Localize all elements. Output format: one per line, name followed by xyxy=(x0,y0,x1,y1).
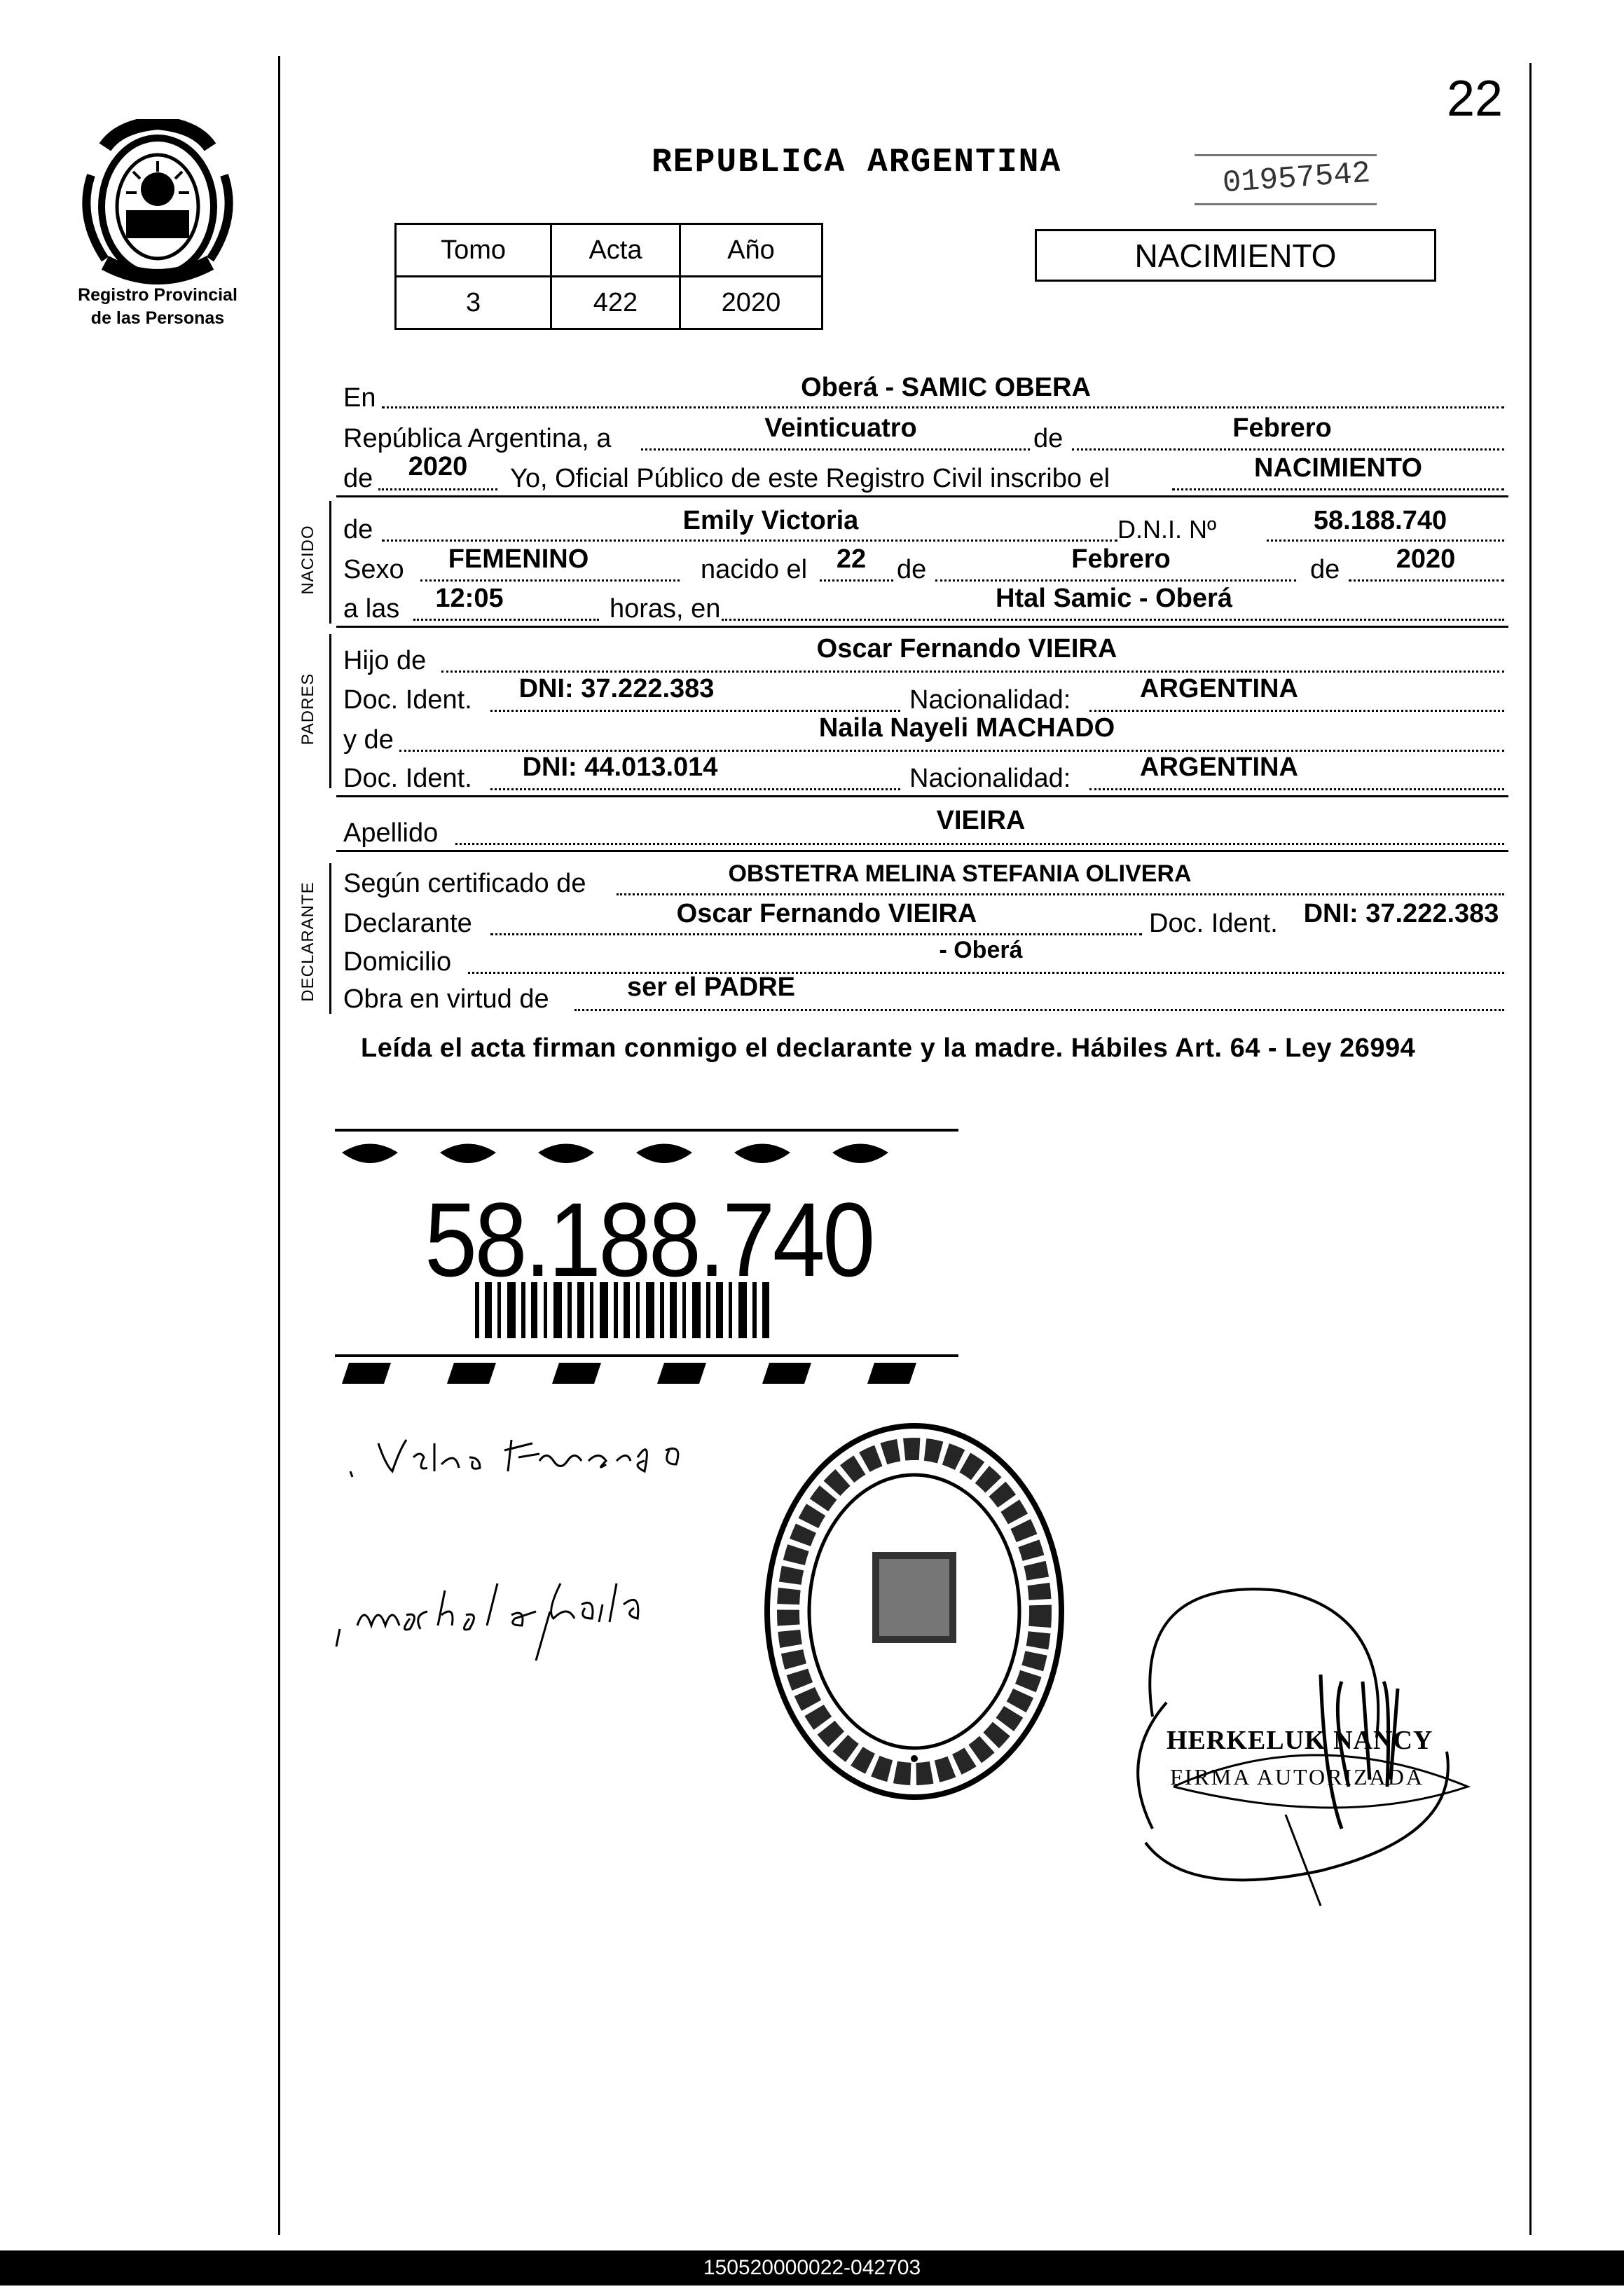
intro-act-word: NACIMIENTO xyxy=(1254,453,1422,483)
register-value-tomo: 3 xyxy=(396,277,551,329)
birth-time: 12:05 xyxy=(435,584,504,613)
register-header-ano: Año xyxy=(680,224,822,277)
y-de-label: y de xyxy=(343,725,394,755)
en-label: En xyxy=(343,383,376,413)
domicilio-label: Domicilio xyxy=(343,947,452,977)
register-table xyxy=(394,223,823,330)
mother-line xyxy=(399,750,1504,752)
birth-place-line xyxy=(722,619,1504,621)
a-las-label: a las xyxy=(343,594,400,624)
birth-year-line xyxy=(1349,579,1504,582)
mother-doc: DNI: 44.013.014 xyxy=(522,752,718,782)
dni-line xyxy=(1267,539,1504,542)
mother-doc-line xyxy=(490,788,900,790)
right-margin-rule xyxy=(1529,63,1532,2235)
nacido-de-label: de xyxy=(343,515,373,544)
closing-text: Leída el acta firman conmigo el declarante y la madre. Hábiles Art. 64 - Ley 26994 xyxy=(361,1033,1416,1063)
birth-de-label: de xyxy=(897,555,927,584)
father-doc-label: Doc. Ident. xyxy=(343,685,472,715)
father-doc-line xyxy=(490,710,900,712)
certificate-value: OBSTETRA MELINA STEFANIA OLIVERA xyxy=(728,860,1192,887)
month-line xyxy=(1072,448,1504,451)
virtud-value: ser el PADRE xyxy=(626,972,796,1002)
declarante-section-label: DECLARANTE xyxy=(298,881,317,1002)
footer-bar xyxy=(0,2250,1624,2285)
official-name: HERKELUK NANCY xyxy=(1167,1726,1433,1755)
nacido-el-label: nacido el xyxy=(701,555,808,584)
dni-label: D.N.I. Nº xyxy=(1117,515,1217,544)
intro-divider xyxy=(336,495,1508,497)
apellido-divider xyxy=(336,850,1508,852)
virtud-line xyxy=(574,1009,1504,1011)
birth-place: Htal Samic - Oberá xyxy=(996,584,1232,613)
cert-label: Según certificado de xyxy=(343,869,586,898)
mother-name: Naila Nayeli MACHADO xyxy=(818,713,1115,743)
father-name: Oscar Fernando VIEIRA xyxy=(816,634,1117,664)
republic-label: República Argentina, a xyxy=(343,424,612,453)
place-line xyxy=(382,406,1504,408)
mother-signature-icon xyxy=(329,1562,722,1668)
page-number: 22 xyxy=(1447,71,1503,127)
apellido-line xyxy=(455,843,1504,845)
sexo-label: Sexo xyxy=(343,555,404,584)
round-registry-stamp-icon xyxy=(753,1415,1075,1808)
mother-nat-line xyxy=(1089,788,1504,790)
declarante-name: Oscar Fernando VIEIRA xyxy=(676,899,977,928)
provincial-seal xyxy=(77,119,238,287)
sexo-line xyxy=(420,579,680,582)
domicilio-value: - Oberá xyxy=(939,937,1023,963)
birth-year: 2020 xyxy=(1396,544,1456,574)
padres-divider xyxy=(336,795,1508,797)
register-header-tomo: Tomo xyxy=(396,224,551,277)
mother-doc-label: Doc. Ident. xyxy=(343,764,472,793)
register-header-acta: Acta xyxy=(551,224,680,277)
registry-caption-line-2: de las Personas xyxy=(90,308,225,328)
apellido-label: Apellido xyxy=(343,818,439,848)
serial-number: 01957542 xyxy=(1221,156,1372,202)
act-word-line xyxy=(1172,488,1504,490)
intro-day-words: Veinticuatro xyxy=(764,413,917,443)
birth-month-line xyxy=(935,579,1296,582)
official-caption: FIRMA AUTORIZADA xyxy=(1170,1764,1424,1789)
hijo-label: Hijo de xyxy=(343,646,427,675)
dni-stamp xyxy=(335,1125,965,1384)
father-line xyxy=(441,671,1504,673)
birth-day-line xyxy=(820,579,893,582)
father-nationality: ARGENTINA xyxy=(1140,674,1298,703)
father-doc: DNI: 37.222.383 xyxy=(518,674,715,703)
inscribo-text: Yo, Oficial Público de este Registro Civil inscribo el xyxy=(510,464,1110,493)
serial-number-stamp xyxy=(1195,147,1377,210)
intro-year: 2020 xyxy=(408,452,468,481)
birth-de-label-2: de xyxy=(1310,555,1340,584)
father-nat-label: Nacionalidad: xyxy=(909,685,1071,715)
provincial-seal-icon xyxy=(77,119,238,287)
child-sexo: FEMENINO xyxy=(448,544,589,574)
child-dni: 58.188.740 xyxy=(1313,506,1447,535)
padres-bar xyxy=(329,634,331,788)
left-margin-rule xyxy=(278,56,280,2235)
act-type: NACIMIENTO xyxy=(1134,238,1337,274)
register-value-ano: 2020 xyxy=(680,277,822,329)
birth-month: Febrero xyxy=(1071,544,1171,574)
time-line xyxy=(413,619,599,621)
dni-stamp-number: 58.188.740 xyxy=(425,1181,873,1298)
padres-section-label: PADRES xyxy=(298,673,317,745)
year-line xyxy=(378,488,497,490)
official-stamp xyxy=(1110,1569,1489,1920)
father-signature-icon xyxy=(336,1415,771,1499)
declarante-line xyxy=(490,933,1142,935)
intro-month: Febrero xyxy=(1232,413,1332,443)
birth-day: 22 xyxy=(836,544,867,574)
child-name-line xyxy=(382,539,1117,542)
father-nat-line xyxy=(1089,710,1504,712)
intro-place: Oberá - SAMIC OBERA xyxy=(801,373,1091,402)
year-prefix-label: de xyxy=(343,464,373,493)
cert-line xyxy=(617,893,1504,895)
horas-label: horas, en xyxy=(610,594,721,624)
header-title: REPUBLICA ARGENTINA xyxy=(652,144,1062,181)
act-type-box xyxy=(1035,229,1436,282)
nacido-section-label: NACIDO xyxy=(298,525,317,595)
round-registry-stamp xyxy=(753,1415,1075,1808)
intro-de-label: de xyxy=(1033,424,1064,453)
nacido-bar xyxy=(329,501,331,624)
apellido-value: VIEIRA xyxy=(936,806,1026,835)
declarante-label: Declarante xyxy=(343,909,472,938)
nacido-divider xyxy=(336,626,1508,628)
declarante-bar xyxy=(329,863,331,1014)
day-line xyxy=(641,448,1030,451)
mother-nationality: ARGENTINA xyxy=(1140,752,1298,782)
virtud-label: Obra en virtud de xyxy=(343,984,549,1014)
footer-code: 150520000022-042703 xyxy=(703,2256,921,2279)
declarante-doc: DNI: 37.222.383 xyxy=(1303,899,1499,928)
registry-caption-line-1: Registro Provincial xyxy=(78,285,238,305)
register-value-acta: 422 xyxy=(551,277,680,329)
mother-nat-label: Nacionalidad: xyxy=(909,764,1071,793)
child-name: Emily Victoria xyxy=(682,506,859,535)
declarante-doc-label: Doc. Ident. xyxy=(1149,909,1278,938)
